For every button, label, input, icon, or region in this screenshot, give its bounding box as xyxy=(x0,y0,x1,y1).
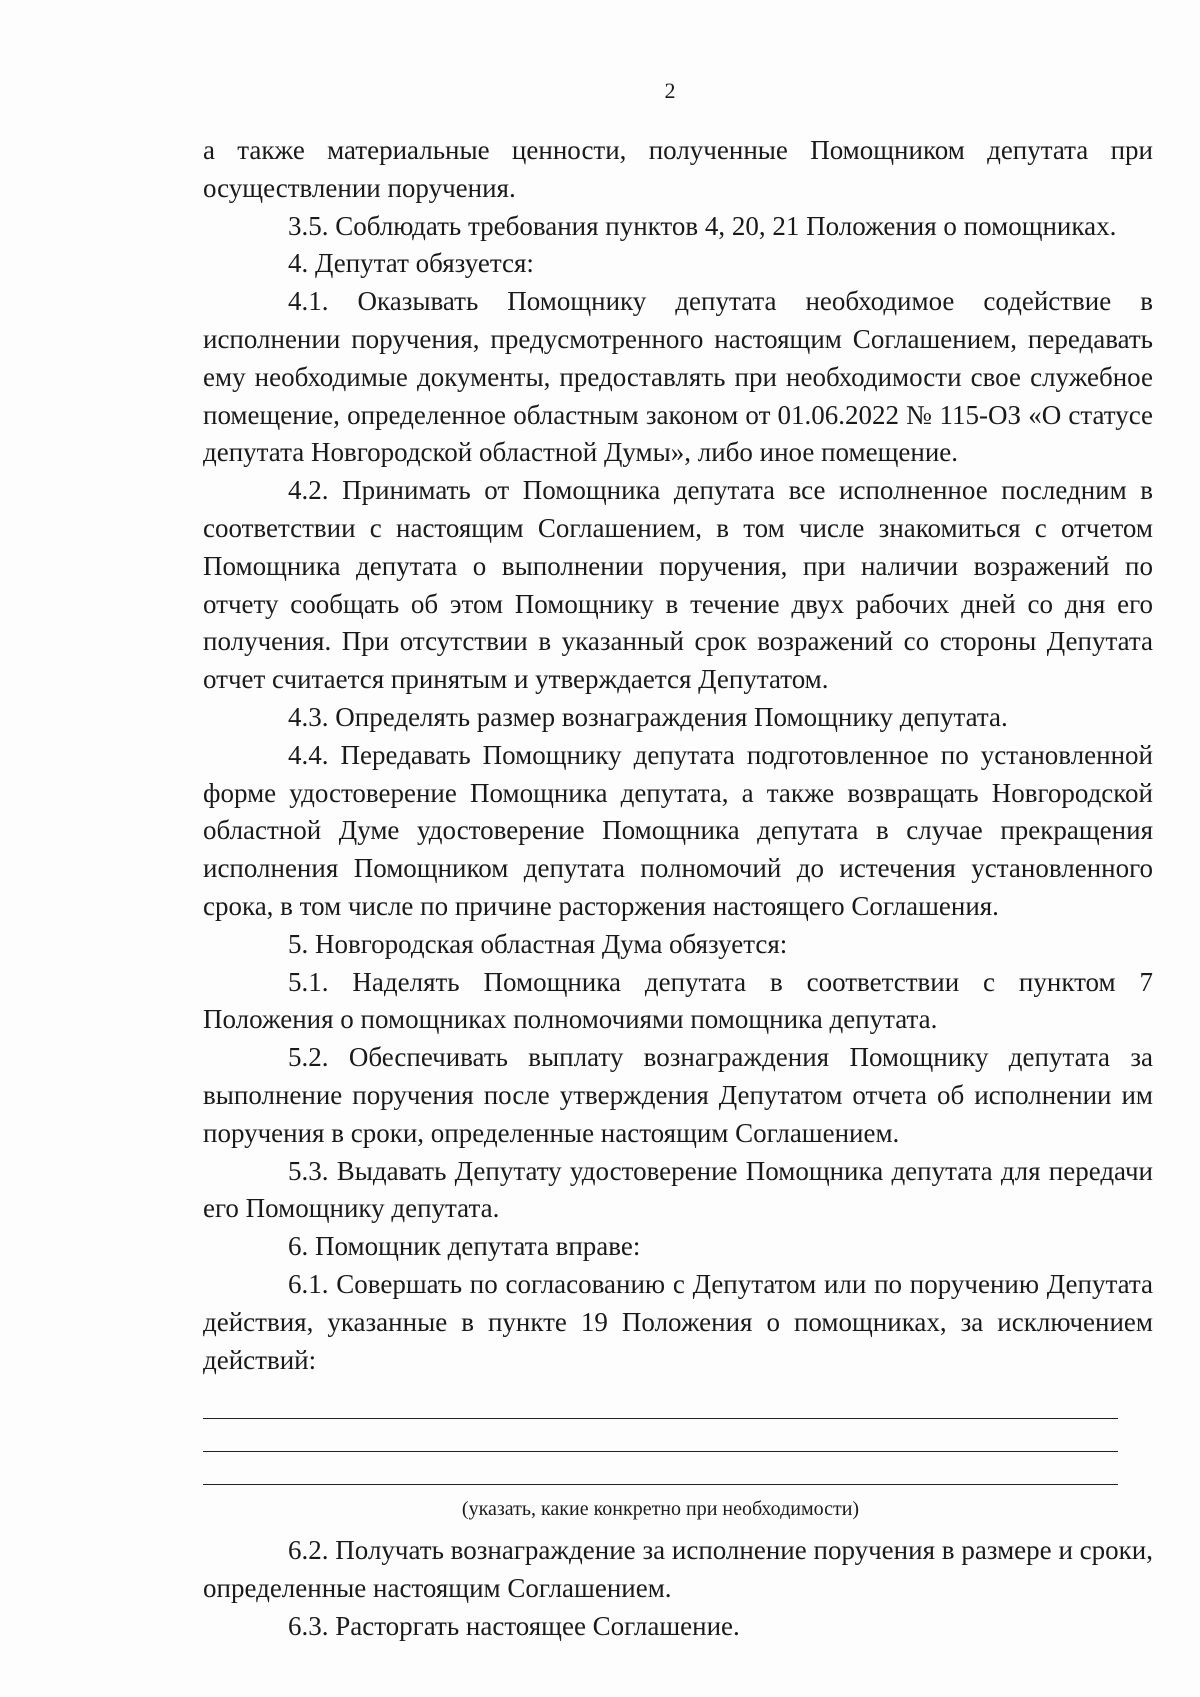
paragraph-6-1: 6.1. Совершать по согласованию с Депутатом или по поручению Депутата действия, указанные в пункте 19 Положения о помощниках, за исключением действий: xyxy=(203,1268,1153,1375)
document-body xyxy=(203,132,1153,1379)
document-body-continued xyxy=(203,1532,1153,1645)
paragraph-4: 4. Депутат обязуется: xyxy=(288,248,534,279)
paragraph-4-1: 4.1. Оказывать Помощнику депутата необходимое содействие в исполнении поручения, предусмотренного настоящим Соглашением, передавать ему необходимые документы, предоставлять при необходимости свое служебное помещение, определенное областным законом от 01.06.2022 № 115-ОЗ «О статусе депутата Новгородской областной Думы», либо иное помещение. xyxy=(203,286,1153,468)
paragraph-6-3: 6.3. Расторгать настоящее Соглашение. xyxy=(288,1610,740,1641)
paragraph-6-2: 6.2. Получать вознаграждение за исполнение поручения в размере и сроки, определенные настоящим Соглашением. xyxy=(203,1535,1153,1603)
paragraph-5-2: 5.2. Обеспечивать выплату вознаграждения Помощнику депутата за выполнение поручения после утверждения Депутатом отчета об исполнении им поручения в сроки, определенные настоящим Соглашением. xyxy=(203,1042,1153,1148)
paragraph-5-3: 5.3. Выдавать Депутату удостоверение Помощника депутата для передачи его Помощнику депутата. xyxy=(203,1155,1153,1224)
paragraph-5-1: 5.1. Наделять Помощника депутата в соответствии с пунктом 7 Положения о помощниках полномочиями помощника депутата. xyxy=(203,966,1153,1035)
page-number: 2 xyxy=(664,78,676,103)
paragraph-4-4: 4.4. Передавать Помощнику депутата подготовленное по установленной форме удостоверение Помощника депутата, а также возвращать Новгородской областной Думе удостоверение Помощника депутата в случае прекращения исполнения Помощником депутата полномочий до истечения установленного срока, в том числе по причине расторжения настоящего Соглашения. xyxy=(203,739,1153,921)
paragraph-continuation: а также материальные ценности, полученные Помощником депутата при осуществлении поручения. xyxy=(203,135,1153,203)
paragraph-5: 5. Новгородская областная Дума обязуется: xyxy=(288,928,788,959)
paragraph-3-5: 3.5. Соблюдать требования пунктов 4, 20, 21 Положения о помощниках. xyxy=(288,210,1117,241)
paragraph-6: 6. Помощник депутата вправе: xyxy=(288,1231,641,1262)
blank-line xyxy=(203,1484,1118,1485)
blank-line xyxy=(203,1418,1118,1419)
blank-line-caption: (указать, какие конкретно при необходимости) xyxy=(461,1498,860,1520)
paragraph-4-2: 4.2. Принимать от Помощника депутата все исполненное последним в соответствии с настоящим Соглашением, в том числе знакомиться с отчетом Помощника депутата о выполнении поручения, при наличии возражений по отчету сообщать об этом Помощнику в течение двух рабочих дней со дня его получения. При отсутствии в указанный срок возражений со стороны Депутата отчет считается принятым и утверждается Депутатом. xyxy=(203,475,1153,695)
paragraph-4-3: 4.3. Определять размер вознаграждения Помощнику депутата. xyxy=(288,701,1008,732)
blank-line xyxy=(203,1451,1118,1452)
